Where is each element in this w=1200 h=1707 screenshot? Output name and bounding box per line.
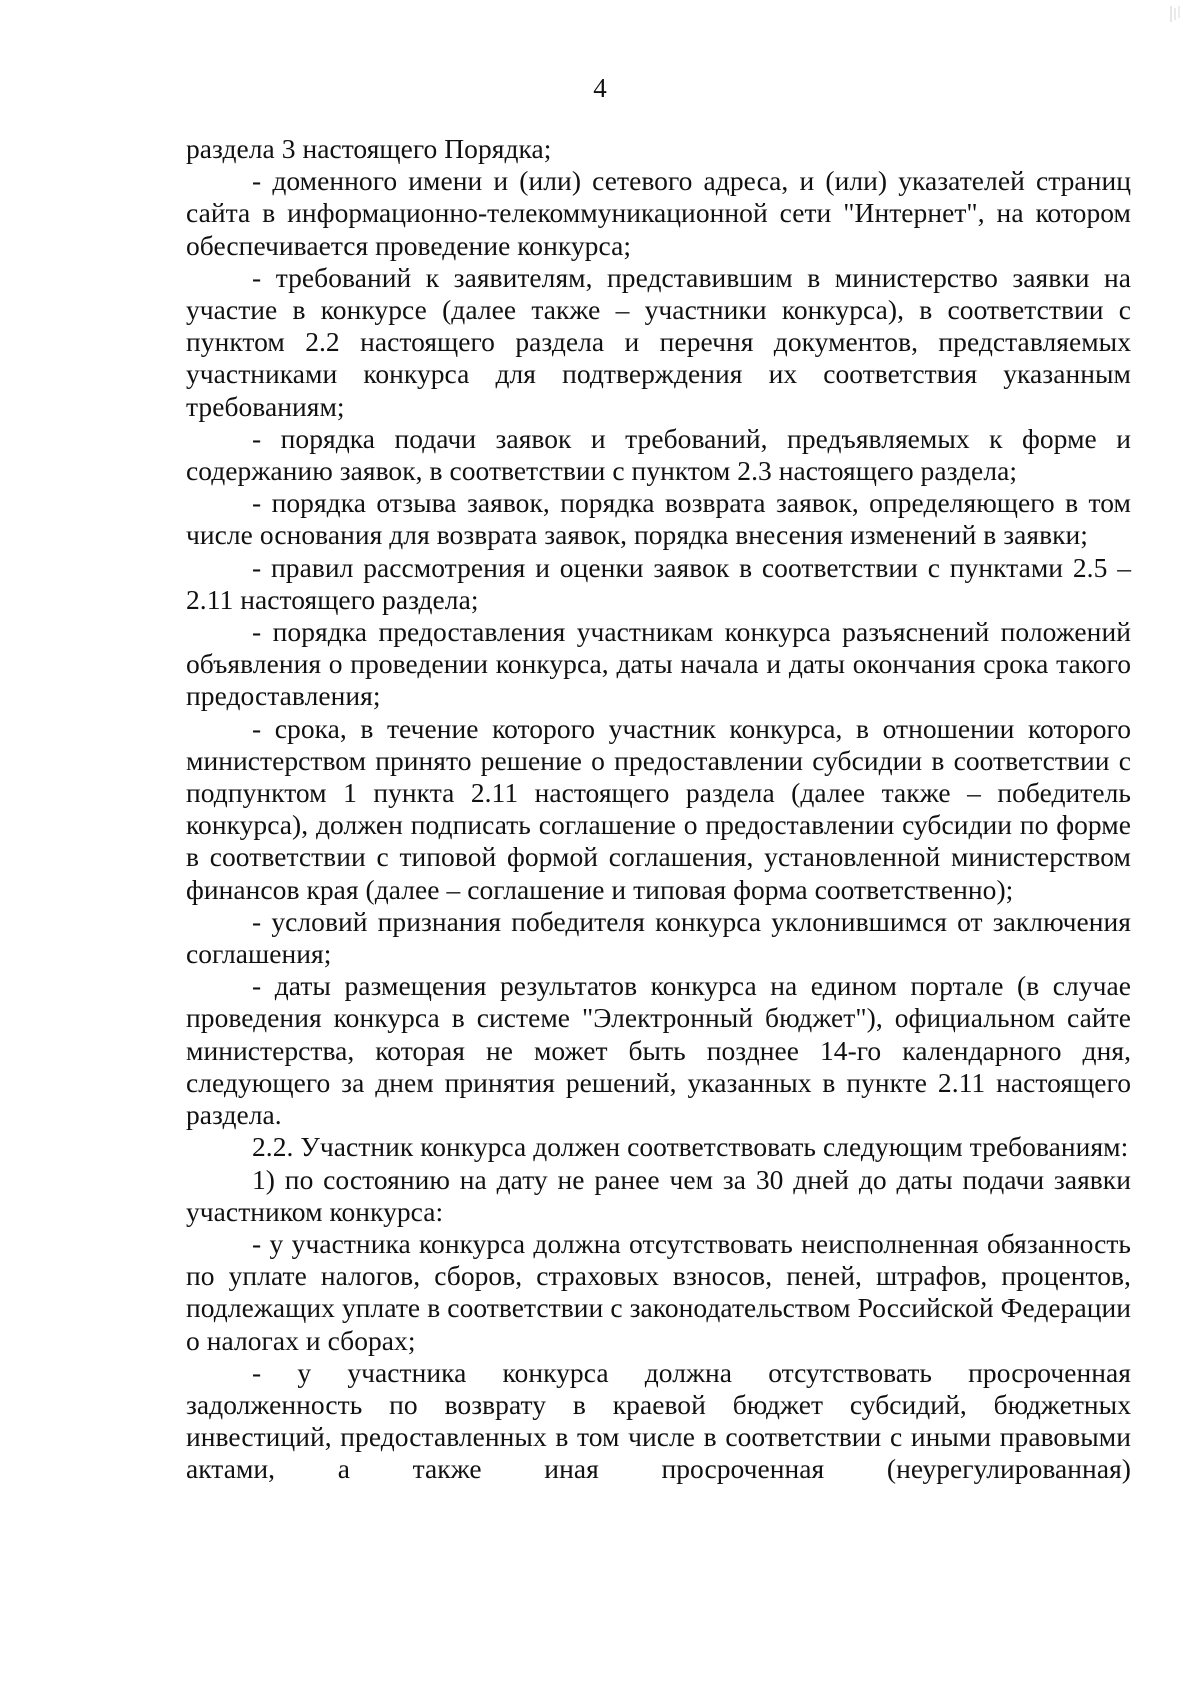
paragraph-results-publication: - даты размещения результатов конкурса на едином портале (в случае проведения конкурса в системе "Электронный бюджет"), официальном сайте министерства, которая не может быть позднее 14-го календарного дня, следующего за днем принятия решений, указанных в пункте 2.11 настоящего раздела. xyxy=(186,970,1131,1131)
paragraph-signing-deadline: - срока, в течение которого участник конкурса, в отношении которого министерством принято решение о предоставлении субсидии в соответствии с подпунктом 1 пункта 2.11 настоящего раздела (далее также – победитель конкурса), должен подписать соглашение о предоставлении субсидии по форме в соответствии с типовой формой соглашения, установленной министерством финансов края (далее – соглашение и типовая форма соответственно); xyxy=(186,712,1131,905)
paragraph-item-1: 1) по состоянию на дату не ранее чем за 30 дней до даты подачи заявки участником конкурса: xyxy=(186,1163,1131,1227)
paragraph-overdue-debt: - у участника конкурса должна отсутствовать просроченная задолженность по возврату в краевой бюджет субсидий, бюджетных инвестиций, предоставленных в том числе в соответствии с иными правовыми актами, а также иная просроченная (неурегулированная) xyxy=(186,1356,1131,1485)
paragraph-review-rules: - правил рассмотрения и оценки заявок в соответствии с пунктами 2.5 – 2.11 настоящего раздела; xyxy=(186,551,1131,615)
page-number: 4 xyxy=(593,73,607,103)
document-body xyxy=(186,133,1131,1486)
paragraph-domain-name: - доменного имени и (или) сетевого адреса, и (или) указателей страниц сайта в информационно-телекоммуникационной сети "Интернет", на котором обеспечивается проведение конкурса; xyxy=(186,165,1131,261)
paragraph-withdrawal-procedure: - порядка отзыва заявок, порядка возврата заявок, определяющего в том числе основания для возврата заявок, порядка внесения изменений в заявки; xyxy=(186,487,1131,551)
paragraph-applicant-requirements: - требований к заявителям, представившим в министерство заявки на участие в конкурсе (далее также – участники конкурса), в соответствии с пунктом 2.2 настоящего раздела и перечня документов, представляемых участниками конкурса для подтверждения их соответствия указанным требованиям; xyxy=(186,261,1131,422)
paragraph-clarifications: - порядка предоставления участникам конкурса разъяснений положений объявления о проведении конкурса, даты начала и даты окончания срока такого предоставления; xyxy=(186,616,1131,712)
paragraph-tax-obligation: - у участника конкурса должна отсутствовать неисполненная обязанность по уплате налогов, сборов, страховых взносов, пеней, штрафов, процентов, подлежащих уплате в соответствии с законодательством Российской Федерации о налогах и сборах; xyxy=(186,1227,1131,1356)
paragraph-continuation: раздела 3 настоящего Порядка; xyxy=(186,133,552,164)
paragraph-section-2-2: 2.2. Участник конкурса должен соответствовать следующим требованиям: xyxy=(252,1131,1129,1163)
paragraph-evasion-conditions: - условий признания победителя конкурса уклонившимся от заключения соглашения; xyxy=(186,905,1131,970)
paragraph-submission-procedure: - порядка подачи заявок и требований, предъявляемых к форме и содержанию заявок, в соответствии с пунктом 2.3 настоящего раздела; xyxy=(186,422,1131,487)
scan-mark-icon xyxy=(1168,4,1182,24)
